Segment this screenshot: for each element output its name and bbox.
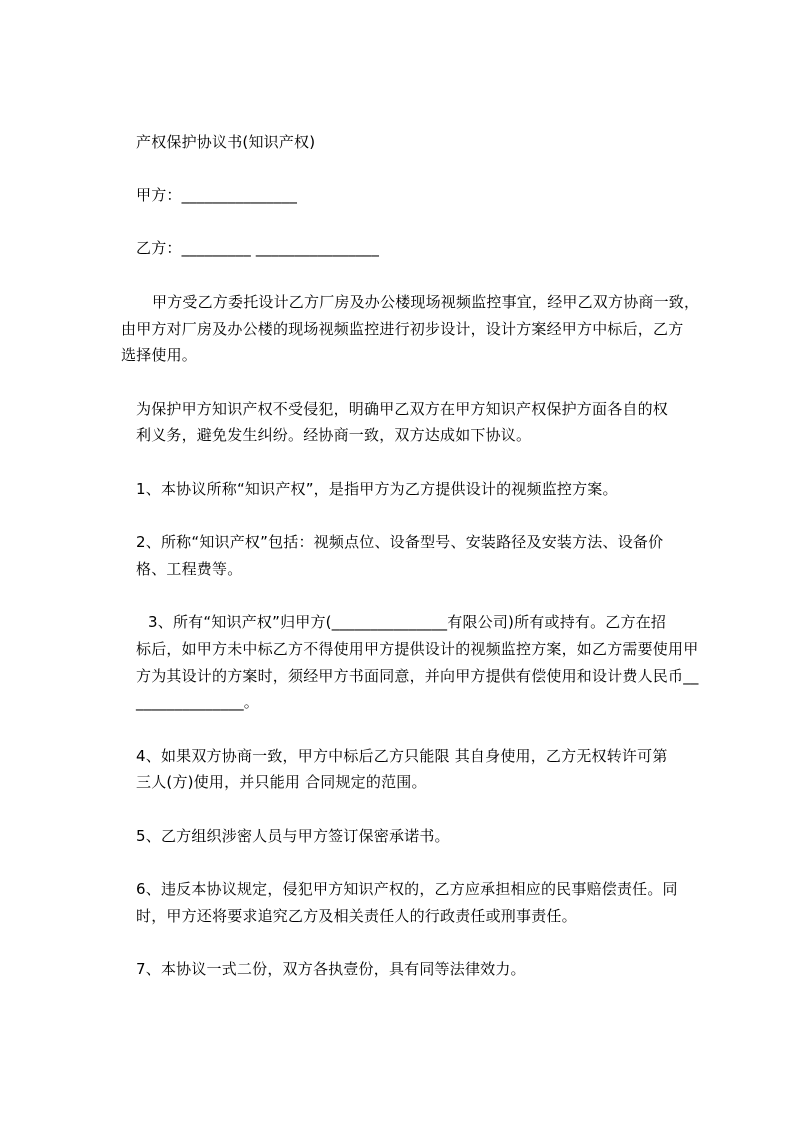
clause-line: 标后，如甲方未中标乙方不得使用甲方提供设计的视频监控方案，如乙方需要使用甲	[136, 640, 699, 658]
clause-line: 6、违反本协议规定，侵犯甲方知识产权的，乙方应承担相应的民事赔偿责任。同	[136, 880, 678, 898]
document-title: 产权保护协议书(知识产权)	[136, 133, 316, 151]
clause-line: 3、所有“知识产权”归甲方(_______________有限公司)所有或持有。乙方在招	[148, 613, 667, 631]
party-b-field: 乙方：_________ ________________	[136, 239, 380, 257]
clause-line: 时，甲方还将要求追究乙方及相关责任人的行政责任或刑事责任。	[136, 907, 577, 925]
clause-line: 格、工程费等。	[136, 560, 243, 578]
clause-line: 方为其设计的方案时，须经甲方书面同意，并向甲方提供有偿使用和设计费人民币__	[136, 667, 699, 685]
purpose-line: 利义务，避免发生纠纷。经协商一致，双方达成如下协议。	[136, 426, 532, 444]
clause-line: 2、所称“知识产权”包括：视频点位、设备型号、安装路径及安装方法、设备价	[136, 533, 664, 551]
clause-line: 三人(方)使用，并只能用 合同规定的范围。	[136, 773, 427, 791]
intro-line: 选择使用。	[121, 346, 198, 364]
clause-line: 4、如果双方协商一致，甲方中标后乙方只能限 其自身使用，乙方无权转许可第	[136, 747, 668, 765]
clause-line: ______________。	[136, 693, 260, 711]
clause-line: 7、本协议一式二份，双方各执壹份，具有同等法律效力。	[136, 960, 526, 978]
intro-line: 由甲方对厂房及办公楼的现场视频监控进行初步设计，设计方案经甲方中标后，乙方	[121, 320, 684, 338]
party-a-field: 甲方：_______________	[136, 186, 298, 204]
clause-line: 5、乙方组织涉密人员与甲方签订保密承诺书。	[136, 827, 450, 845]
intro-line: 甲方受乙方委托设计乙方厂房及办公楼现场视频监控事宜，经甲乙双方协商一致，	[152, 293, 700, 311]
purpose-line: 为保护甲方知识产权不受侵犯，明确甲乙双方在甲方知识产权保护方面各自的权	[136, 400, 669, 418]
clause-line: 1、本协议所称“知识产权”，是指甲方为乙方提供设计的视频监控方案。	[136, 480, 618, 498]
